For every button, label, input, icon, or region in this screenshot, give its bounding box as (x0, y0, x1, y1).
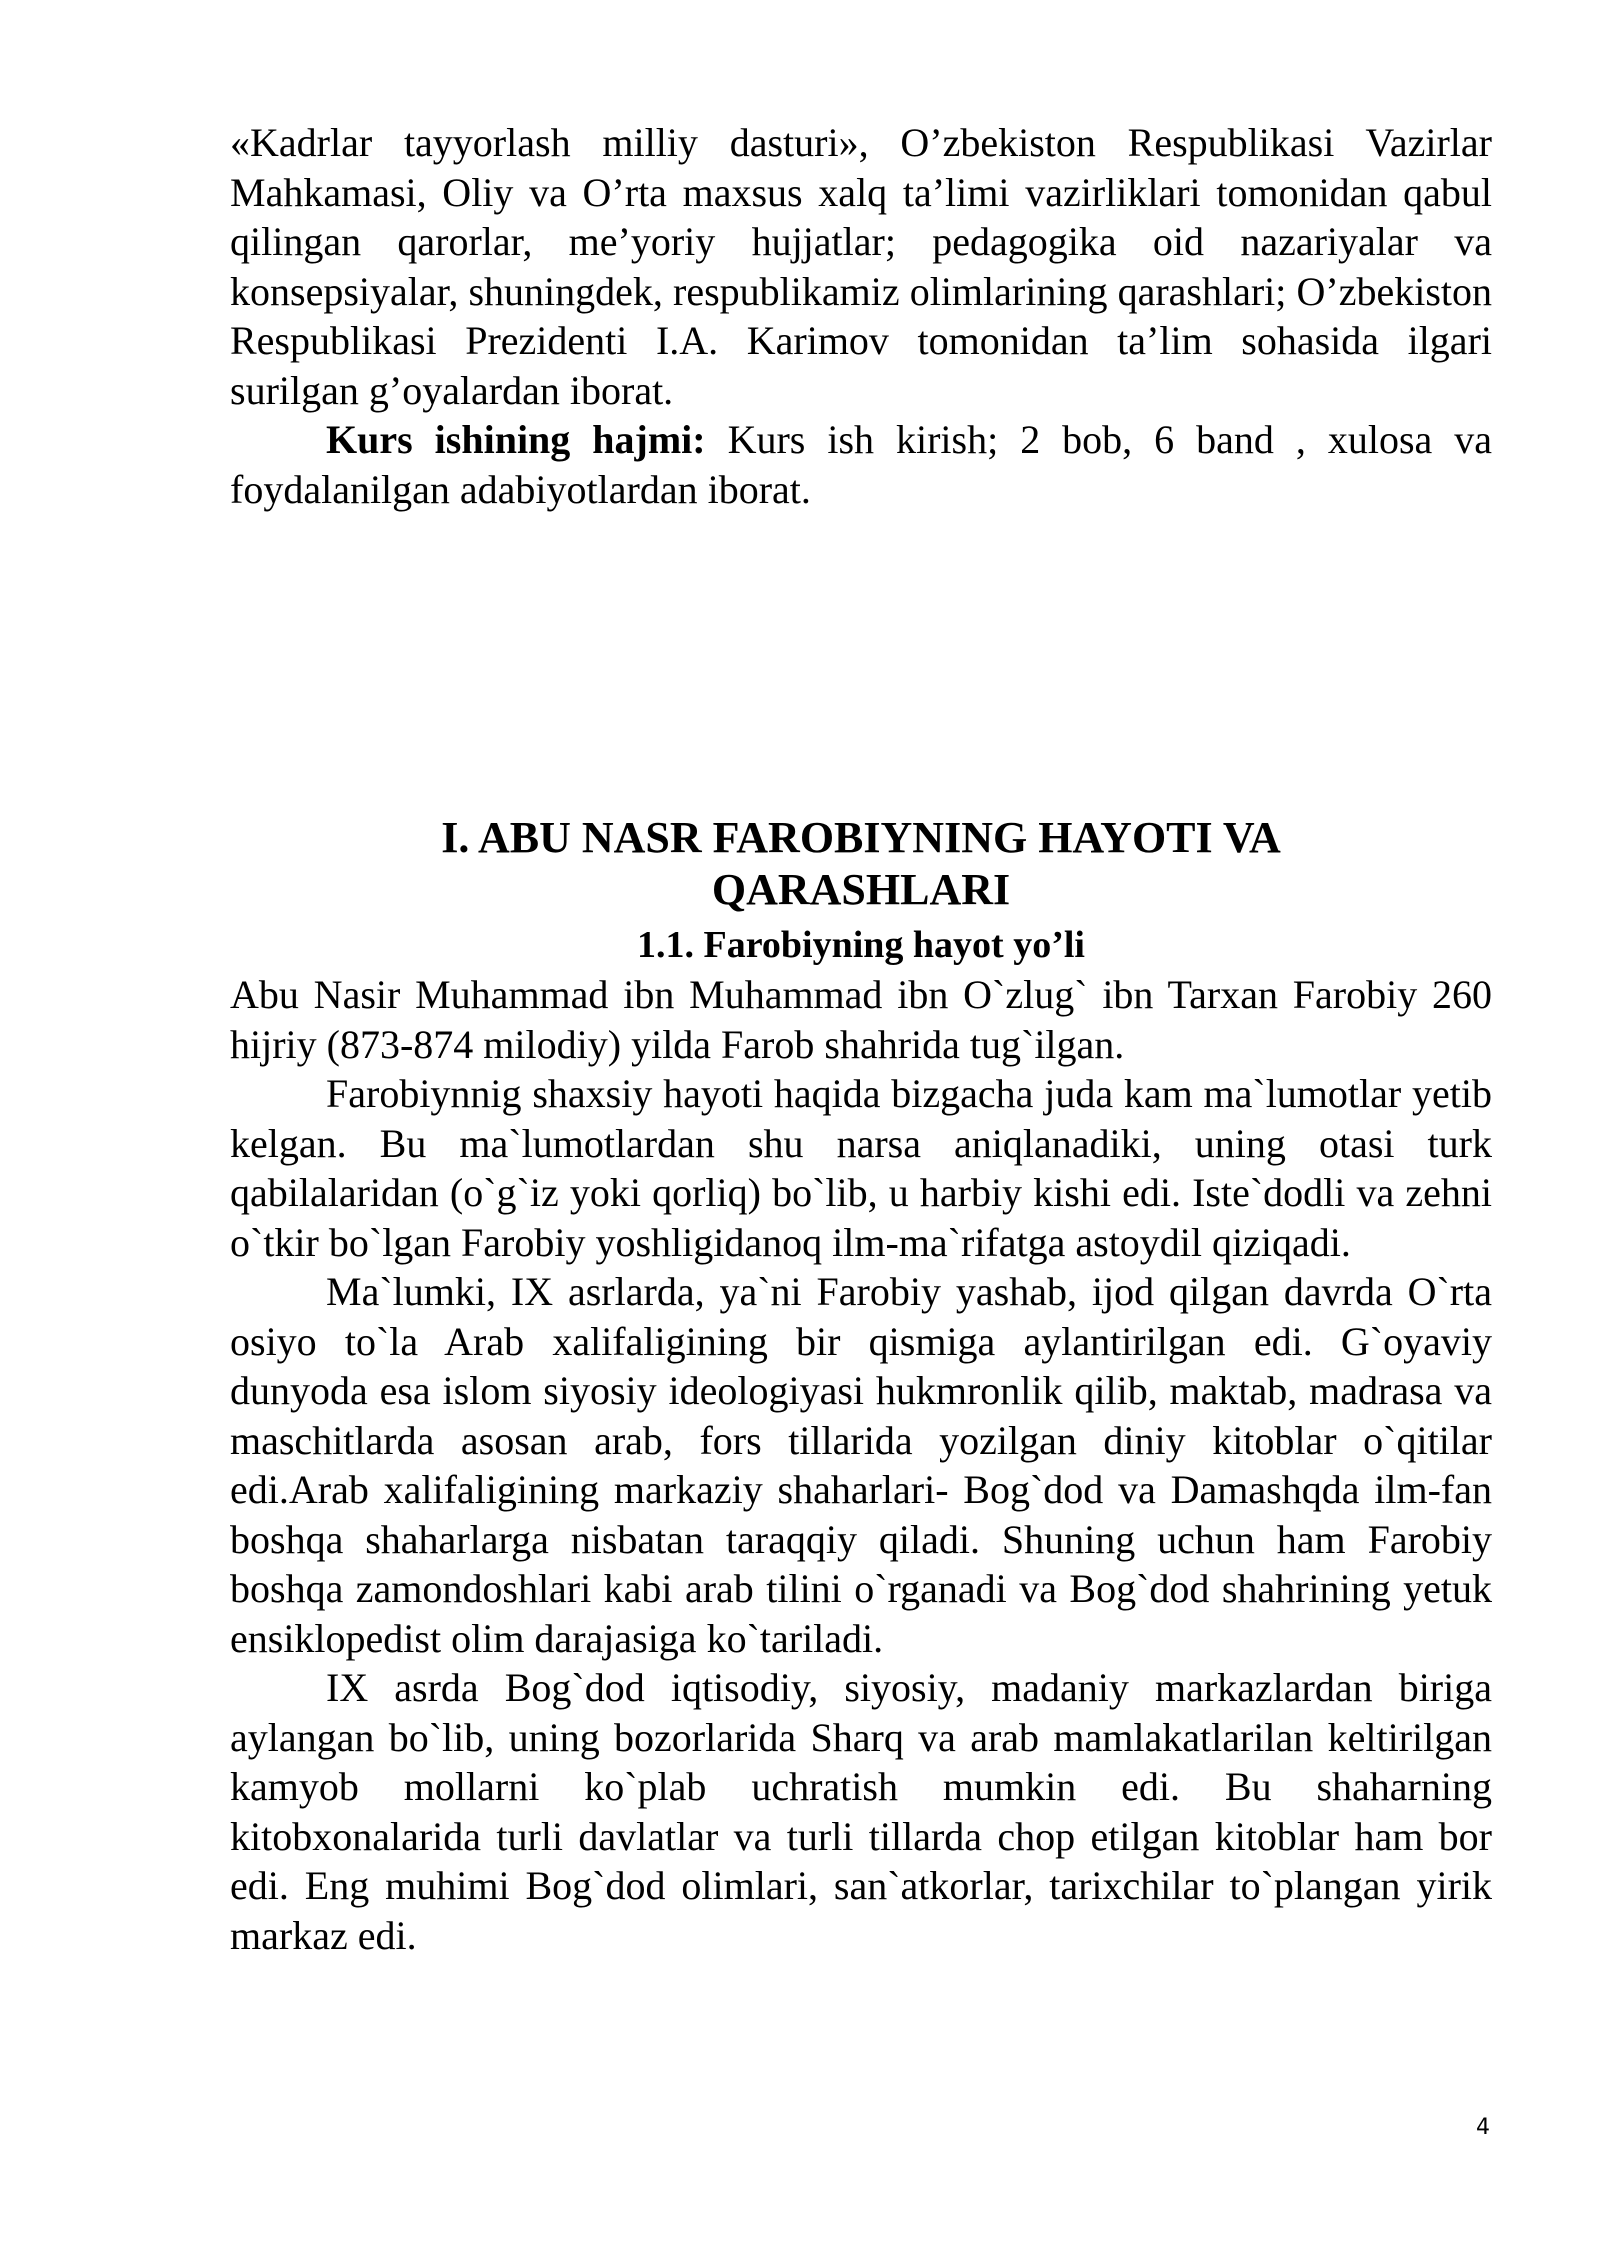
body-paragraph-4: IX asrda Bog`dod iqtisodiy, siyosiy, madaniy markazlardan biriga aylangan bo`lib, uning bozorlarida Sharq va arab mamlakatlarilan keltirilgan kamyob mollarni ko`plab uchratish mumkin edi. Bu shaharning kitobxonalarida turli davlatlar va turli tillarda chop etilgan kitoblar ham bor edi. Eng muhimi Bog`dod olimlari, san`atkorlar, tarixchilar to`plangan yirik markaz edi. (230, 1665, 1492, 1958)
course-volume-label: Kurs ishining hajmi: (326, 417, 706, 462)
document-page (230, 118, 1492, 1960)
page-number: 4 (1476, 2115, 1490, 2140)
body-paragraph-2: Farobiynnig shaxsiy hayoti haqida bizgacha juda kam ma`lumotlar yetib kelgan. Bu ma`lumotlardan shu narsa aniqlanadiki, uning otasi turk qabilalaridan (o`g`iz yoki qorliq) bo`lib, u harbiy kishi edi. Iste`dodli va zehni o`tkir bo`lgan Farobiy yoshligidanoq ilm-ma`rifatga astoydil qiziqadi. (230, 1071, 1492, 1265)
chapter-title: I. ABU NASR FAROBIYNING HAYOTI VA QARASHLARI (441, 813, 1281, 914)
section-title: 1.1. Farobiyning hayot yo’li (637, 924, 1085, 966)
course-volume-text: Kurs ish kirish; 2 bob, 6 band , xulosa va foydalanilgan adabiyotlardan iborat. (230, 417, 1492, 512)
body-paragraph-3: Ma`lumki, IX asrlarda, ya`ni Farobiy yashab, ijod qilgan davrda O`rta osiyo to`la Arab xalifaligining bir qismiga aylantirilgan edi. G`oyaviy dunyoda esa islom siyosiy ideologiyasi hukmronlik qilib, maktab, madrasa va maschitlarda asosan arab, fors tillarida yozilgan diniy kitoblar o`qitilar edi.Arab xalifaligining markaziy shaharlari- Bog`dod va Damashqda ilm-fan boshqa shaharlarga nisbatan taraqqiy qiladi. Shuning uchun ham Farobiy boshqa zamondoshlari kabi arab tilini o`rganadi va Bog`dod shahrining yetuk ensiklopedist olim darajasiga ko`tariladi. (230, 1269, 1492, 1661)
intro-paragraph: «Kadrlar tayyorlash milliy dasturi», O’zbekiston Respublikasi Vazirlar Mahkamasi, Oliy va O’rta maxsus xalq ta’limi vazirliklari tomonidan qabul qilingan qarorlar, me’yoriy hujjatlar; pedagogika oid nazariyalar va konsepsiyalar, shuningdek, respublikamiz olimlarining qarashlari; O’zbekiston Respublikasi Prezidenti I.A. Karimov tomonidan ta’lim sohasida ilgari surilgan g’oyalardan iborat. (230, 120, 1492, 413)
body-paragraph-1: Abu Nasir Muhammad ibn Muhammad ibn O`zlug` ibn Tarxan Farobiy 260 hijriy (873-874 milodiy) yilda Farob shahrida tug`ilgan. (230, 972, 1492, 1067)
course-volume-paragraph (230, 415, 1492, 514)
